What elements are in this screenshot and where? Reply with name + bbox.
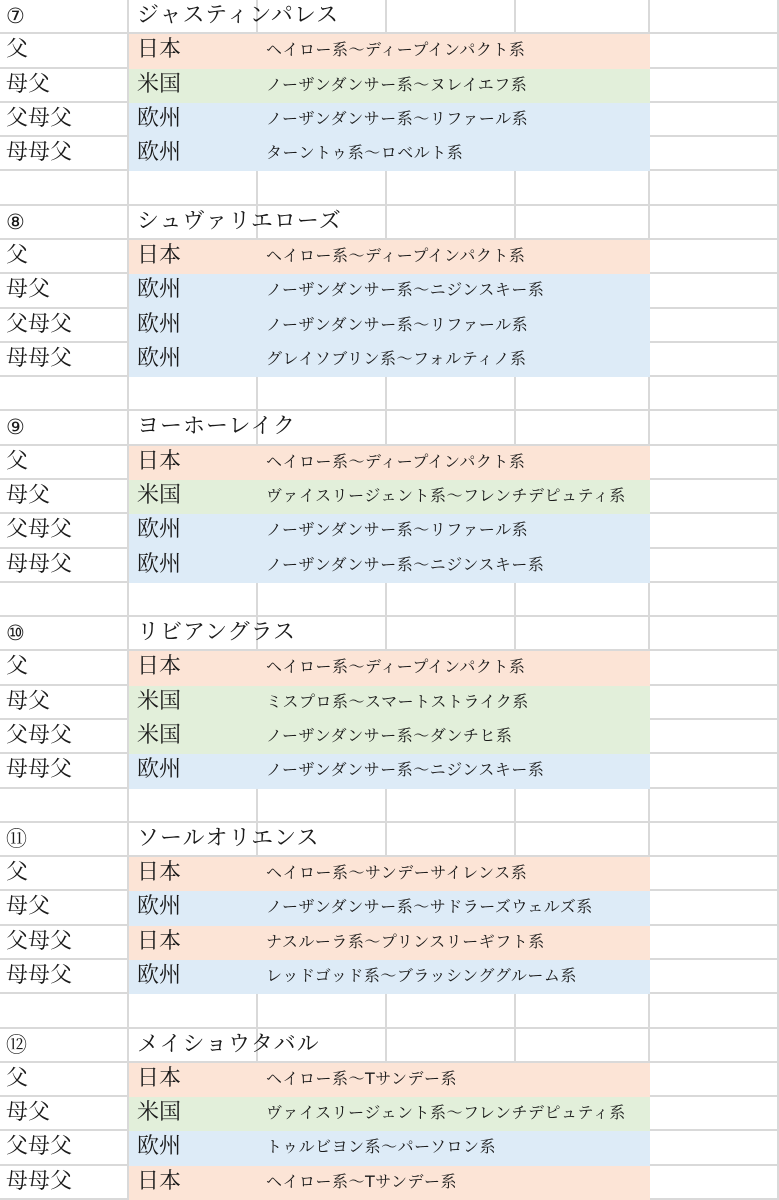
pedigree-row bbox=[0, 69, 779, 103]
pedigree-role-label: 父 bbox=[6, 37, 29, 63]
horse-number: ⑦ bbox=[6, 4, 25, 28]
grid-cell[interactable] bbox=[516, 0, 650, 34]
pedigree-row bbox=[0, 1131, 779, 1165]
grid-cell[interactable] bbox=[650, 926, 779, 960]
sire-line-text: ヘイロー系～ディープインパクト系 bbox=[266, 40, 526, 60]
grid-cell[interactable] bbox=[650, 34, 779, 68]
sire-line-text: ノーザンダンサー系～ニジンスキー系 bbox=[266, 760, 545, 780]
grid-cell[interactable] bbox=[0, 789, 129, 823]
grid-cell[interactable] bbox=[650, 823, 779, 857]
horse-name: メイショウタバル bbox=[137, 1031, 320, 1057]
sire-line-text: ノーザンダンサー系～リファール系 bbox=[266, 108, 529, 128]
sire-line-text: グレイソブリン系～フォルティノ系 bbox=[266, 348, 527, 368]
pedigree-row bbox=[0, 103, 779, 137]
region-label: 欧州 bbox=[137, 277, 182, 303]
grid-cell[interactable] bbox=[650, 549, 779, 583]
horse-name: リビアングラス bbox=[137, 620, 297, 646]
pedigree-row bbox=[0, 926, 779, 960]
grid-cell[interactable] bbox=[650, 1029, 779, 1063]
pedigree-role-label: 母父 bbox=[6, 483, 51, 508]
pedigree-role-label: 母父 bbox=[6, 277, 51, 303]
grid-cell[interactable] bbox=[129, 377, 258, 411]
grid-cell[interactable] bbox=[516, 377, 650, 411]
grid-cell[interactable] bbox=[650, 1131, 779, 1165]
grid-cell[interactable] bbox=[650, 1097, 779, 1131]
grid-cell[interactable] bbox=[0, 583, 129, 617]
grid-cell[interactable] bbox=[650, 171, 779, 205]
horse-name: シュヴァリエローズ bbox=[137, 208, 342, 234]
pedigree-role-label: 母父 bbox=[6, 688, 51, 714]
grid-cell[interactable] bbox=[650, 891, 779, 925]
region-label: 欧州 bbox=[137, 311, 182, 337]
sire-line-text: レッドゴッド系～ブラッシンググルーム系 bbox=[266, 966, 577, 985]
grid-cell[interactable] bbox=[650, 137, 779, 171]
grid-cell[interactable] bbox=[650, 377, 779, 411]
pedigree-role-label: 母母父 bbox=[6, 1168, 73, 1194]
grid-cell[interactable] bbox=[387, 789, 516, 823]
horse-number: ⑧ bbox=[6, 209, 25, 234]
pedigree-role-label: 父 bbox=[6, 243, 29, 268]
horse-name: ソールオリエンス bbox=[137, 825, 320, 851]
grid-cell[interactable] bbox=[516, 583, 650, 617]
grid-cell[interactable] bbox=[516, 411, 650, 445]
grid-cell[interactable] bbox=[650, 583, 779, 617]
grid-cell[interactable] bbox=[650, 446, 779, 480]
pedigree-row bbox=[0, 309, 779, 343]
pedigree-row bbox=[0, 686, 779, 720]
horse-header-row bbox=[0, 206, 779, 240]
pedigree-role-label: 母父 bbox=[6, 1100, 51, 1126]
grid-cell[interactable] bbox=[387, 171, 516, 205]
sire-line-text: ノーザンダンサー系～ニジンスキー系 bbox=[266, 554, 545, 574]
region-label: 日本 bbox=[137, 1168, 182, 1194]
region-label: 日本 bbox=[137, 928, 182, 954]
pedigree-role-label: 父母父 bbox=[6, 105, 73, 131]
region-label: 米国 bbox=[137, 483, 182, 508]
pedigree-row bbox=[0, 857, 779, 891]
region-label: 欧州 bbox=[137, 517, 182, 543]
sire-line-text: ノーザンダンサー系～ヌレイエフ系 bbox=[266, 74, 528, 94]
grid-cell[interactable] bbox=[387, 0, 516, 34]
pedigree-role-label: 母父 bbox=[6, 894, 51, 920]
pedigree-row bbox=[0, 1097, 779, 1131]
pedigree-row bbox=[0, 1166, 779, 1200]
grid-cell[interactable] bbox=[387, 583, 516, 617]
pedigree-row bbox=[0, 137, 779, 171]
region-label: 日本 bbox=[137, 654, 182, 680]
pedigree-row bbox=[0, 651, 779, 685]
horse-header-row bbox=[0, 0, 779, 34]
grid-cell[interactable] bbox=[387, 994, 516, 1028]
grid-cell[interactable] bbox=[650, 754, 779, 788]
grid-cell[interactable] bbox=[650, 617, 779, 651]
grid-cell[interactable] bbox=[0, 377, 129, 411]
region-label: 欧州 bbox=[137, 963, 182, 988]
region-label: 欧州 bbox=[137, 105, 182, 131]
grid-cell[interactable] bbox=[258, 583, 387, 617]
region-label: 米国 bbox=[137, 688, 182, 714]
grid-cell[interactable] bbox=[516, 823, 650, 857]
grid-cell[interactable] bbox=[516, 789, 650, 823]
grid-cell[interactable] bbox=[650, 720, 779, 754]
pedigree-row bbox=[0, 891, 779, 925]
blank-separator-row bbox=[0, 583, 779, 617]
region-label: 米国 bbox=[137, 1100, 182, 1126]
pedigree-role-label: 母父 bbox=[6, 71, 51, 97]
sire-line-text: ノーザンダンサー系～リファール系 bbox=[266, 314, 529, 334]
grid-cell[interactable] bbox=[516, 1029, 650, 1063]
grid-cell[interactable] bbox=[387, 377, 516, 411]
pedigree-role-label: 父 bbox=[6, 1065, 29, 1091]
grid-cell[interactable] bbox=[650, 240, 779, 274]
grid-cell[interactable] bbox=[129, 171, 258, 205]
horse-number: ⑫ bbox=[6, 1032, 27, 1057]
horse-name: ジャスティンパレス bbox=[137, 3, 340, 28]
pedigree-row bbox=[0, 343, 779, 377]
blank-separator-row bbox=[0, 994, 779, 1028]
horse-header-row bbox=[0, 823, 779, 857]
sire-line-text: ヘイロー系～Tサンデー系 bbox=[266, 1171, 457, 1191]
pedigree-role-label: 父母父 bbox=[6, 723, 73, 748]
grid-cell[interactable] bbox=[387, 1029, 516, 1063]
sire-line-text: ノーザンダンサー系～ダンチヒ系 bbox=[266, 726, 513, 745]
horse-header-row bbox=[0, 1029, 779, 1063]
grid-cell[interactable] bbox=[650, 994, 779, 1028]
grid-cell[interactable] bbox=[650, 789, 779, 823]
grid-cell[interactable] bbox=[650, 960, 779, 994]
grid-cell[interactable] bbox=[387, 206, 516, 240]
grid-cell[interactable] bbox=[129, 994, 258, 1028]
pedigree-role-label: 父母父 bbox=[6, 928, 73, 954]
grid-cell[interactable] bbox=[387, 617, 516, 651]
grid-cell[interactable] bbox=[650, 206, 779, 240]
grid-cell[interactable] bbox=[516, 206, 650, 240]
sire-line-text: ノーザンダンサー系～ニジンスキー系 bbox=[266, 280, 545, 300]
grid-cell[interactable] bbox=[650, 69, 779, 103]
pedigree-role-label: 母母父 bbox=[6, 757, 73, 783]
pedigree-role-label: 父 bbox=[6, 860, 29, 886]
grid-cell[interactable] bbox=[129, 789, 258, 823]
grid-cell[interactable] bbox=[650, 0, 779, 34]
blank-separator-row bbox=[0, 789, 779, 823]
grid-cell[interactable] bbox=[387, 823, 516, 857]
sire-line-text: ヘイロー系～サンデーサイレンス系 bbox=[266, 863, 528, 883]
region-label: 欧州 bbox=[137, 1134, 182, 1160]
pedigree-role-label: 父 bbox=[6, 448, 29, 474]
pedigree-row bbox=[0, 514, 779, 548]
pedigree-role-label: 父母父 bbox=[6, 311, 73, 337]
grid-cell[interactable] bbox=[258, 377, 387, 411]
sire-line-text: ヘイロー系～ディープインパクト系 bbox=[266, 451, 526, 471]
grid-cell[interactable] bbox=[516, 171, 650, 205]
pedigree-row bbox=[0, 549, 779, 583]
region-label: 欧州 bbox=[137, 140, 182, 166]
region-label: 欧州 bbox=[137, 894, 182, 920]
region-label: 日本 bbox=[137, 1065, 182, 1091]
region-label: 米国 bbox=[137, 723, 182, 748]
region-label: 欧州 bbox=[137, 345, 182, 371]
grid-cell[interactable] bbox=[650, 1166, 779, 1200]
pedigree-role-label: 母母父 bbox=[6, 963, 73, 988]
region-label: 日本 bbox=[137, 243, 182, 268]
blank-separator-row bbox=[0, 377, 779, 411]
grid-cell[interactable] bbox=[650, 1063, 779, 1097]
horse-name: ヨーホーレイク bbox=[137, 414, 297, 440]
pedigree-row bbox=[0, 34, 779, 68]
grid-cell[interactable] bbox=[650, 411, 779, 445]
pedigree-row bbox=[0, 480, 779, 514]
sire-line-text: ヘイロー系～Tサンデー系 bbox=[266, 1068, 457, 1088]
region-label: 日本 bbox=[137, 860, 182, 886]
grid-cell[interactable] bbox=[650, 857, 779, 891]
pedigree-role-label: 父母父 bbox=[6, 1134, 73, 1160]
sire-line-text: ヘイロー系～ディープインパクト系 bbox=[266, 657, 526, 677]
grid-cell[interactable] bbox=[650, 343, 779, 377]
sire-line-text: ターントゥ系～ロベルト系 bbox=[266, 143, 464, 163]
region-label: 米国 bbox=[137, 71, 182, 97]
pedigree-role-label: 父母父 bbox=[6, 517, 73, 543]
pedigree-role-label: 母母父 bbox=[6, 345, 73, 371]
pedigree-row bbox=[0, 754, 779, 788]
pedigree-row bbox=[0, 960, 779, 994]
blank-separator-row bbox=[0, 171, 779, 205]
pedigree-row bbox=[0, 446, 779, 480]
grid-cell[interactable] bbox=[650, 480, 779, 514]
horse-number: ⑨ bbox=[6, 415, 25, 440]
grid-cell[interactable] bbox=[650, 309, 779, 343]
grid-cell[interactable] bbox=[0, 171, 129, 205]
grid-cell[interactable] bbox=[650, 686, 779, 720]
grid-cell[interactable] bbox=[516, 617, 650, 651]
region-label: 日本 bbox=[137, 37, 182, 63]
grid-cell[interactable] bbox=[258, 171, 387, 205]
pedigree-row bbox=[0, 720, 779, 754]
region-label: 欧州 bbox=[137, 551, 182, 577]
sire-line-text: トゥルビヨン系～パーソロン系 bbox=[266, 1137, 496, 1157]
region-label: 欧州 bbox=[137, 757, 182, 783]
pedigree-role-label: 母母父 bbox=[6, 140, 73, 166]
horse-number: ⑩ bbox=[6, 621, 25, 646]
sire-line-text: ヴァイスリージェント系～フレンチデピュティ系 bbox=[266, 486, 626, 505]
grid-cell[interactable] bbox=[516, 994, 650, 1028]
horse-number: ⑪ bbox=[6, 826, 27, 851]
grid-cell[interactable] bbox=[387, 411, 516, 445]
region-label: 日本 bbox=[137, 448, 182, 474]
sire-line-text: ミスプロ系～スマートストライク系 bbox=[266, 691, 529, 711]
grid-cell[interactable] bbox=[258, 789, 387, 823]
grid-cell[interactable] bbox=[650, 651, 779, 685]
pedigree-row bbox=[0, 274, 779, 308]
grid-cell[interactable] bbox=[258, 994, 387, 1028]
pedigree-role-label: 父 bbox=[6, 654, 29, 680]
grid-cell[interactable] bbox=[129, 583, 258, 617]
grid-cell[interactable] bbox=[650, 514, 779, 548]
grid-cell[interactable] bbox=[650, 274, 779, 308]
horse-header-row bbox=[0, 617, 779, 651]
pedigree-role-label: 母母父 bbox=[6, 551, 73, 577]
sire-line-text: ナスルーラ系～プリンスリーギフト系 bbox=[266, 931, 545, 951]
grid-cell[interactable] bbox=[0, 994, 129, 1028]
grid-cell[interactable] bbox=[650, 103, 779, 137]
sire-line-text: ノーザンダンサー系～サドラーズウェルズ系 bbox=[266, 897, 593, 917]
horse-header-row bbox=[0, 411, 779, 445]
sire-line-text: ヴァイスリージェント系～フレンチデピュティ系 bbox=[266, 1103, 626, 1123]
sire-line-text: ヘイロー系～ディープインパクト系 bbox=[266, 246, 526, 265]
sire-line-text: ノーザンダンサー系～リファール系 bbox=[266, 520, 529, 540]
pedigree-row bbox=[0, 1063, 779, 1097]
pedigree-row bbox=[0, 240, 779, 274]
